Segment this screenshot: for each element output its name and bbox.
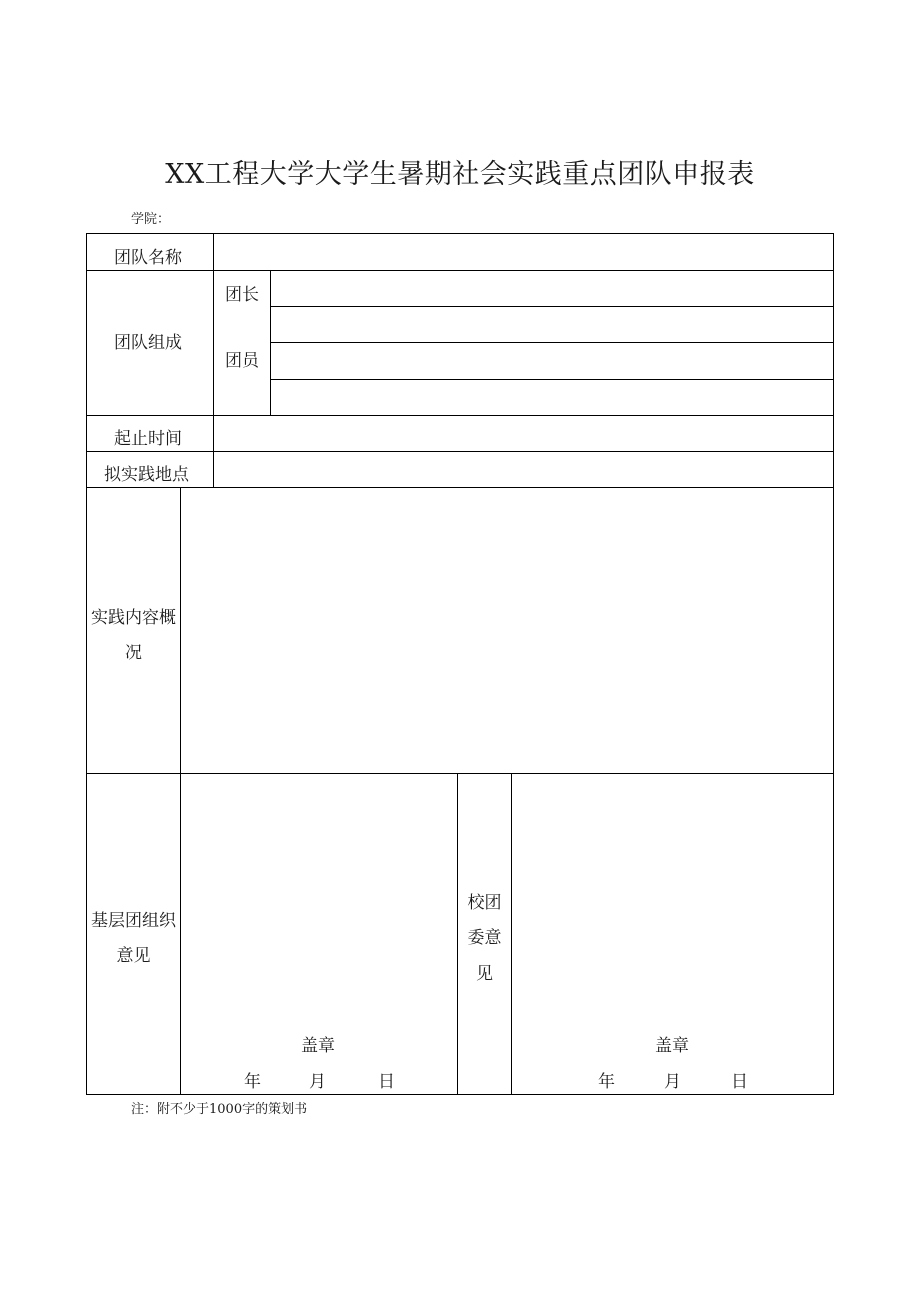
day-label: 日 [378,1072,395,1092]
month-label: 月 [309,1072,326,1092]
footnote: 注：附不少于1000字的策划书 [131,1102,308,1117]
grassroots-opinion-label-line2: 意见 [116,946,151,966]
application-form-table [86,233,834,1095]
year-label: 年 [598,1072,615,1092]
school-committee-label-line1: 校团 [467,893,502,913]
member-field[interactable] [271,307,833,342]
table-border-bottom [86,1094,834,1095]
school-committee-label-line3: 见 [476,964,493,984]
college-label: 学院： [131,212,171,227]
school-committee-label-line2: 委意 [467,928,502,948]
table-border-left [86,233,87,1095]
year-label: 年 [244,1072,261,1092]
team-name-label: 团队名称 [114,248,182,268]
content-label-line1: 实践内容概 [91,608,176,628]
table-border-right [833,233,834,1095]
period-label: 起止时间 [114,429,182,449]
leader-label: 团长 [225,285,259,305]
content-label-line2: 况 [125,643,142,663]
grassroots-opinion-label-line1: 基层团组织 [91,911,176,931]
member-field[interactable] [271,343,833,379]
day-label: 日 [731,1072,748,1092]
members-label: 团员 [225,351,259,371]
grassroots-opinion-field[interactable] [181,774,457,1034]
seal-label: 盖章 [655,1036,689,1056]
content-field[interactable] [181,488,833,773]
month-label: 月 [664,1072,681,1092]
team-composition-label: 团队组成 [114,333,182,353]
seal-label: 盖章 [301,1036,335,1056]
form-title: XX工程大学大学生暑期社会实践重点团队申报表 [165,159,755,190]
location-label: 拟实践地点 [104,465,189,485]
school-committee-opinion-field[interactable] [512,774,833,1034]
location-field[interactable] [214,452,833,487]
member-field[interactable] [271,380,833,415]
period-field[interactable] [214,416,833,451]
team-name-field[interactable] [214,234,833,270]
leader-field[interactable] [271,271,833,306]
